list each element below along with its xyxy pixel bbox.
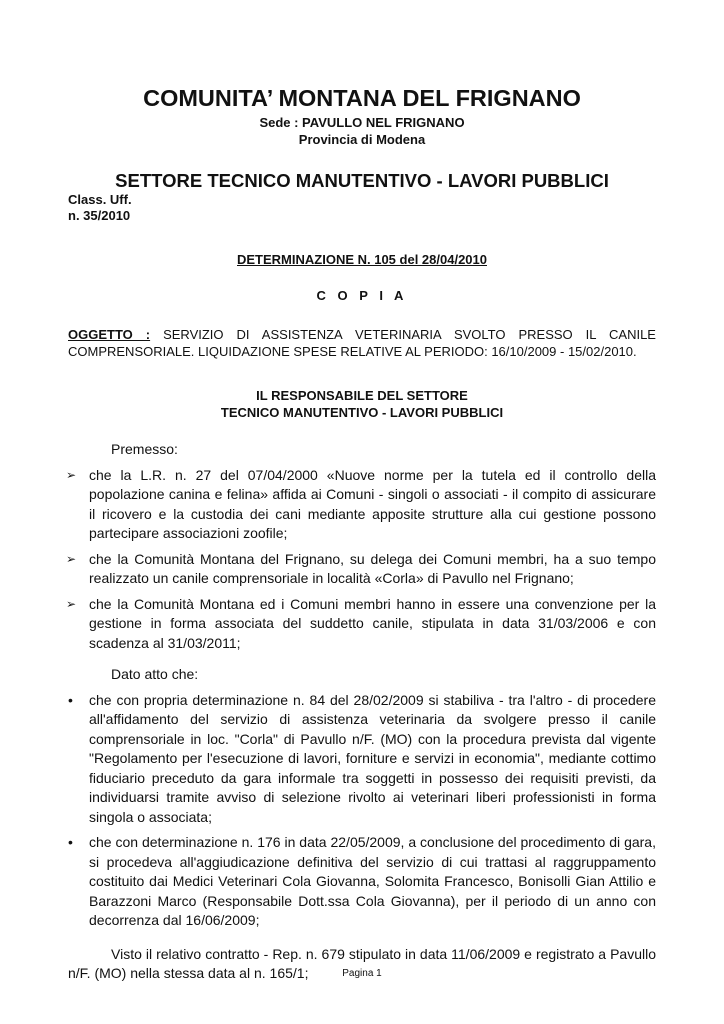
copia-label: C O P I A	[316, 288, 408, 303]
oggetto-text: SERVIZIO DI ASSISTENZA VETERINARIA SVOLTO PRESSO IL CANILE COMPRENSORIALE. LIQUIDAZIONE SPESE RELATIVE AL PERIODO: 16/10/2009 - 15/02/2010.	[68, 327, 656, 359]
arrowhead-bullet-icon: ➢	[66, 551, 77, 566]
list-item: ➢ che la Comunità Montana ed i Comuni membri hanno in essere una convenzione per la gestione in forma associata del suddetto canile, stipulata in data 31/03/2006 e con scadenza al 31/03/2011;	[66, 595, 656, 651]
dato-atto-label: Dato atto che:	[111, 666, 199, 682]
arrowhead-bullet-icon: ➢	[66, 596, 77, 611]
visto-paragraph: Visto il relativo contratto - Rep. n. 679 stipulato in data 11/06/2009 e registrato a Pavullo n/F. (MO) nella stessa data al n. 165/1;	[68, 945, 656, 981]
dato-atto-list	[68, 691, 656, 931]
sede-line: Sede : PAVULLO NEL FRIGNANO	[259, 115, 465, 130]
class-number: n. 35/2010	[68, 208, 131, 223]
list-item: ➢ che la L.R. n. 27 del 07/04/2000 «Nuove norme per la tutela ed il controllo della popolazione canina e felina» affida ai Comuni - singoli o associati - il compito di assicurare il ricovero e la custodia dei cani mediante apposite strutture alla cui gestione possono partecipare associazioni zoofile;	[66, 466, 656, 541]
determinazione-title: DETERMINAZIONE N. 105 del 28/04/2010	[237, 252, 487, 267]
document-page	[68, 84, 656, 984]
responsabile-line-2: TECNICO MANUTENTIVO - LAVORI PUBBLICI	[220, 405, 504, 420]
oggetto-block	[68, 326, 656, 360]
responsabile-heading	[68, 387, 656, 421]
premesso-list	[68, 466, 656, 654]
page-number: Pagina 1	[342, 968, 382, 979]
premesso-label: Premesso:	[111, 441, 178, 457]
oggetto-label: OGGETTO :	[68, 327, 151, 342]
list-item: • che con propria determinazione n. 84 del 28/02/2009 si stabiliva - tra l'altro - di procedere all'affidamento del servizio di assistenza veterinaria da svolgere presso il canile comprensoriale in loc. "Corla" di Pavullo n/F. (MO) con la procedura prevista dal vigente "Regolamento per l'esecuzione di lavori, forniture e servizi in economia", mediante cottimo fiduciario preceduto da gara informale tra soggetti in possesso dei requisiti previsti, da individuarsi tramite avviso di selezione rivolto ai veterinari liberi professionisti in forma singola o associata;	[68, 691, 656, 825]
dot-bullet-icon: •	[68, 834, 73, 850]
sector-title: SETTORE TECNICO MANUTENTIVO - LAVORI PUBBLICI	[115, 170, 609, 191]
dot-bullet-icon: •	[68, 691, 73, 708]
class-label: Class. Uff.	[68, 192, 132, 207]
list-item: • che con determinazione n. 176 in data 22/05/2009, a conclusione del procedimento di gara, si procedeva all'aggiudicazione definitiva del servizio di cui trattasi al raggruppamento costituito dai Medici Veterinari Cola Giovanna, Solomita Francesco, Bonisolli Gian Attilio e Barazzoni Marco (Responsabile Dott.ssa Cola Giovanna), per il periodo di un anno con decorrenza dal 16/06/2009;	[68, 834, 656, 928]
org-title: COMUNITA’ MONTANA DEL FRIGNANO	[143, 85, 581, 111]
provincia-line: Provincia di Modena	[298, 132, 426, 147]
arrowhead-bullet-icon: ➢	[66, 467, 77, 482]
responsabile-line-1: IL RESPONSABILE DEL SETTORE	[256, 388, 468, 403]
list-item: ➢ che la Comunità Montana del Frignano, su delega dei Comuni membri, ha a suo tempo realizzato un canile comprensoriale in località «Corla» di Pavullo nel Frignano;	[66, 550, 656, 586]
